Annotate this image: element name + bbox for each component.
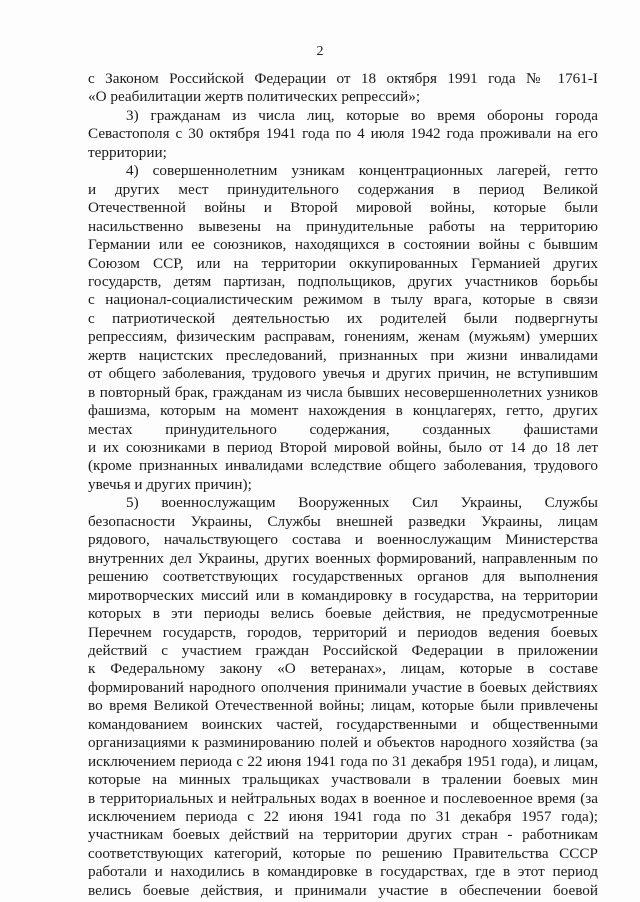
text-line: безопасности Украины, Службы внешней разведки Украины, лицам — [88, 512, 598, 530]
text-line: организациями к разминированию полей и объектов народного хозяйства (за — [88, 734, 598, 752]
text-line: велись боевые действия, и принимали участие в обеспечении боевой — [88, 881, 598, 899]
text-line: Отечественной войны и Второй мировой войны, которые были — [88, 199, 598, 217]
text-line: (кроме признанных инвалидами вследствие общего заболевания, трудового — [88, 457, 598, 475]
text-line: 5) военнослужащим Вооруженных Сил Украины, Службы — [126, 494, 598, 512]
text-line: командованием воинских частей, государственными и общественными — [88, 715, 598, 733]
text-line: действий с участием граждан Российской Федерации в приложении — [88, 641, 598, 659]
text-line: с Законом Российской Федерации от 18 октября 1991 года № 1761-I — [88, 70, 598, 87]
text-line: формирований народного ополчения принимали участие в боевых действиях — [88, 678, 598, 696]
text-line: фашизма, которым на момент нахождения в концлагерях, гетто, других — [88, 402, 598, 420]
text-line: 4) совершеннолетним узникам концентрационных лагерей, гетто — [126, 162, 598, 180]
text-line: и других мест принудительного содержания в период Великой — [88, 180, 598, 198]
text-line: местах принудительного содержания, созданных фашистами — [88, 420, 598, 438]
text-line: миротворческих миссий или в командировку в государства, на территории — [88, 586, 598, 604]
text-line: соответствующих категорий, которые по решению Правительства СССР — [88, 844, 598, 862]
text-line: исключением периода с 22 июня 1941 года по 31 декабря 1951 года), и лицам, — [88, 752, 598, 770]
text-line: которые на минных тральщиках участвовали в тралении боевых мин — [88, 771, 598, 789]
text-line: решению соответствующих государственных органов для выполнения — [88, 568, 598, 586]
text-line: «О реабилитации жертв политических репрессий»; — [88, 88, 421, 106]
text-line: в повторный брак, гражданам из числа бывших несовершеннолетних узников — [88, 383, 598, 401]
text-line: с патриотической деятельностью их родителей были подвергнуты — [88, 309, 598, 327]
page-number: 2 — [316, 44, 324, 59]
text-line: территории; — [88, 143, 167, 161]
text-line: к Федеральному закону «О ветеранах», лицам, которые в составе — [88, 660, 598, 678]
text-line: и их союзниками в период Второй мировой войны, было от 14 до 18 лет — [88, 439, 598, 456]
text-line: с национал-социалистическим режимом в тылу врага, которые в связи — [88, 291, 598, 309]
text-line: Перечнем государств, городов, территорий и периодов ведения боевых — [88, 623, 598, 641]
text-line: исключением периода с 22 июня 1941 года по 31 декабря 1957 года); — [88, 808, 598, 825]
text-line: жертв нацистских преследований, признанных при жизни инвалидами — [88, 346, 598, 364]
text-line: 3) гражданам из числа лиц, которые во время обороны города — [126, 106, 598, 124]
text-line: репрессиям, физическим расправам, гонениям, женам (мужьям) умерших — [88, 328, 598, 346]
text-line: Союзом ССР, или на территории оккупированных Германией других — [88, 254, 598, 272]
text-line: государств, детям партизан, подпольщиков, других участников борьбы — [88, 272, 598, 290]
text-line: участникам боевых действий на территории других стран - работникам — [88, 826, 598, 844]
text-line: рядового, начальствующего состава и военнослужащим Министерства — [88, 531, 598, 549]
text-line: от общего заболевания, трудового увечья и других причин, не вступившим — [88, 365, 598, 383]
text-line: внутренних дел Украины, других военных формирований, направленным по — [88, 549, 598, 567]
text-line: Севастополя с 30 октября 1941 года по 4 июля 1942 года проживали на его — [88, 125, 598, 143]
text-line: увечья и других причин); — [88, 475, 252, 493]
text-line: которых в эти периоды велись боевые действия, не предусмотренные — [88, 605, 598, 623]
text-line: насильственно вывезены на принудительные работы на территорию — [88, 217, 598, 235]
text-line: работали и находились в командировке в государствах, где в этот период — [88, 863, 598, 881]
text-line: в территориальных и нейтральных водах в военное и послевоенное время (за — [88, 789, 598, 807]
text-line: во время Великой Отечественной войны; лицам, которые были привлечены — [88, 697, 598, 715]
text-line: Германии или ее союзников, находящихся в состоянии войны с бывшим — [88, 236, 598, 254]
